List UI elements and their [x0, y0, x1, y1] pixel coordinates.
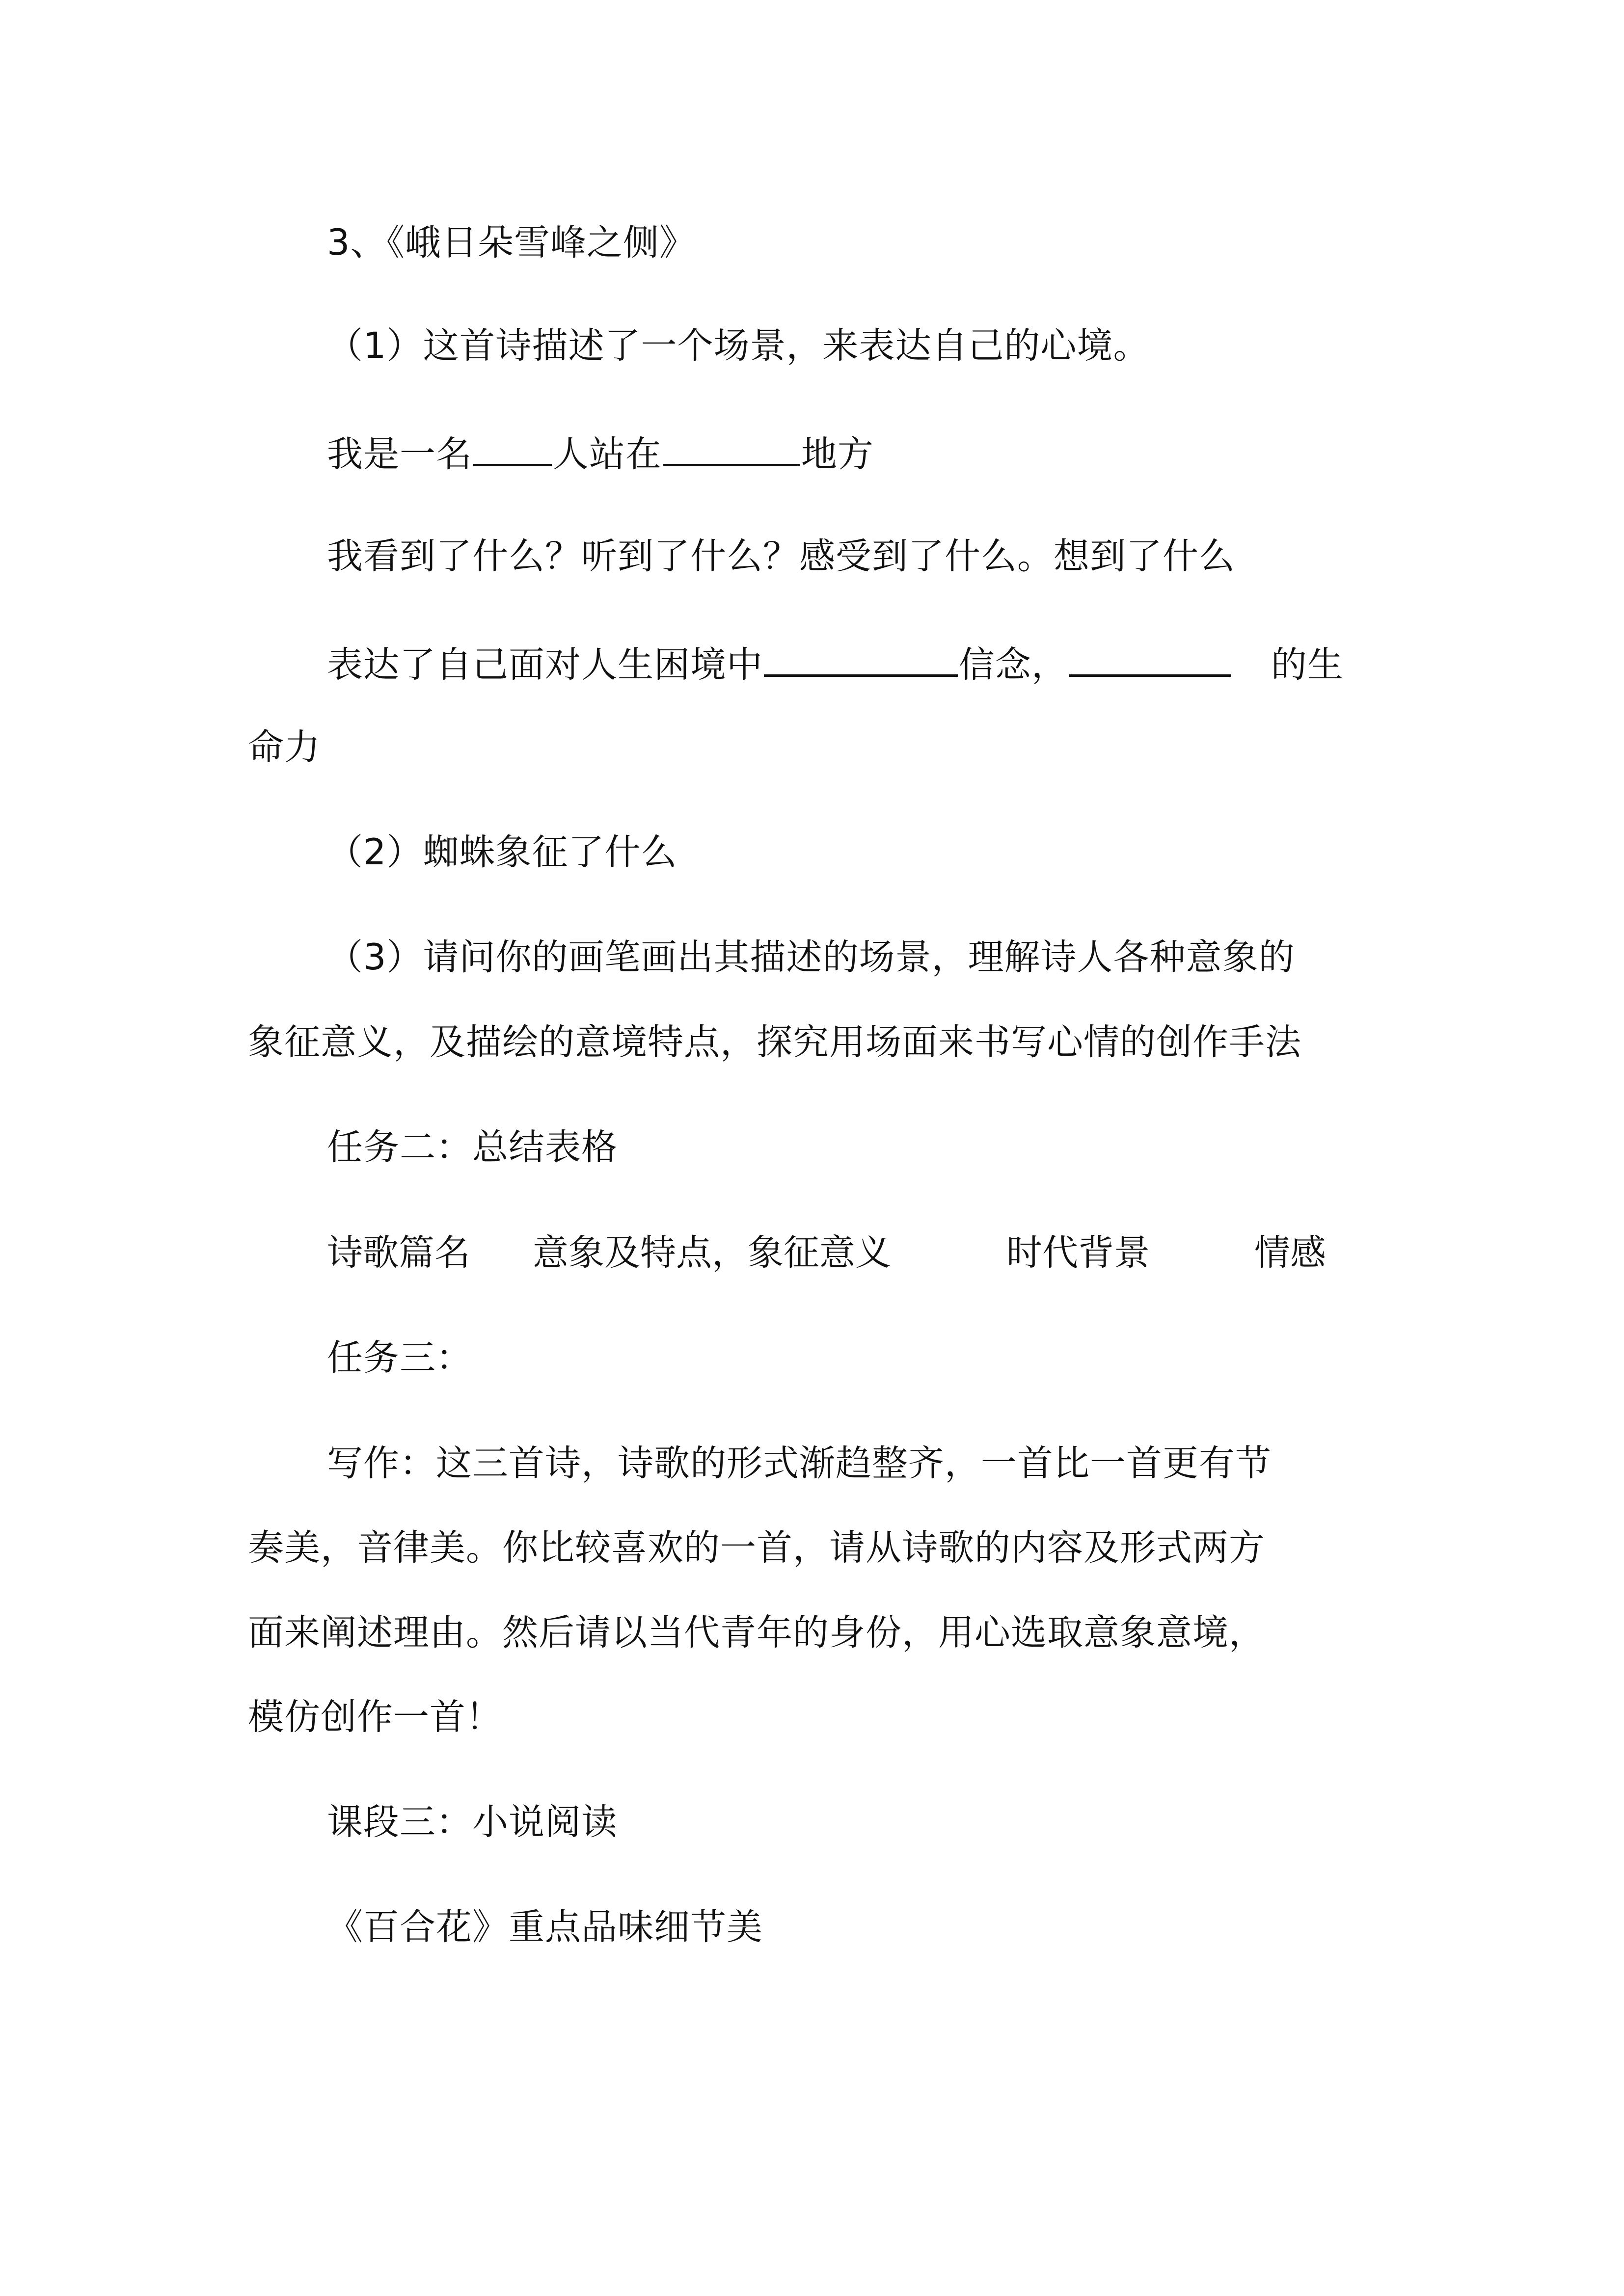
task-3-heading: 任务三：	[327, 1337, 472, 1379]
fill2-text-c: 的生	[1271, 644, 1344, 686]
writing-line-1: 写作：这三首诗，诗歌的形式渐趋整齐，一首比一首更有节	[327, 1442, 1272, 1484]
writing-line-2: 奏美，音律美。你比较喜欢的一首，请从诗歌的内容及形式两方	[248, 1527, 1265, 1569]
fill-in-line-1	[327, 433, 874, 475]
table-header-imagery: 意象及特点，象征意义	[533, 1232, 891, 1274]
section-3-heading: 课段三：小说阅读	[327, 1801, 618, 1843]
fill1-text-b: 人站在	[553, 433, 662, 475]
fill2-text-a: 表达了自己面对人生困境中	[327, 644, 763, 686]
fill2-blank-belief[interactable]	[764, 644, 958, 677]
question-2: （2）蜘蛛象征了什么	[327, 831, 677, 873]
fill1-blank-role[interactable]	[473, 433, 552, 466]
fill1-blank-place[interactable]	[663, 433, 800, 466]
fill2-text-b: 信念，	[959, 644, 1068, 686]
fill2-blank-vitality[interactable]	[1069, 644, 1231, 677]
table-header-emotion: 情感	[1254, 1232, 1326, 1274]
writing-line-3: 面来阐述理由。然后请以当代青年的身份，用心选取意象意境，	[248, 1612, 1265, 1654]
question-1-prompts: 我看到了什么？听到了什么？感受到了什么。想到了什么	[327, 535, 1235, 577]
question-1: （1）这首诗描述了一个场景，来表达自己的心境。	[327, 325, 1150, 367]
fill-in-line-2-continued: 命力	[248, 726, 321, 768]
baihehua-heading: 《百合花》重点品味细节美	[327, 1906, 763, 1948]
question-3-line-1: （3）请问你的画笔画出其描述的场景，理解诗人各种意象的	[327, 936, 1295, 978]
writing-line-4: 模仿创作一首！	[248, 1696, 502, 1738]
question-3-line-2: 象征意义，及描绘的意境特点，探究用场面来书写心情的创作手法	[248, 1021, 1301, 1063]
section-heading: 3、《峨日朵雪峰之侧》	[327, 222, 696, 264]
fill1-text-c: 地方	[801, 433, 874, 475]
fill-in-line-2	[327, 644, 1344, 686]
table-header-background: 时代背景	[1006, 1232, 1150, 1274]
fill1-text-a: 我是一名	[327, 433, 472, 475]
table-header-poem-title: 诗歌篇名	[327, 1232, 470, 1274]
task-2-heading: 任务二：总结表格	[327, 1126, 618, 1168]
